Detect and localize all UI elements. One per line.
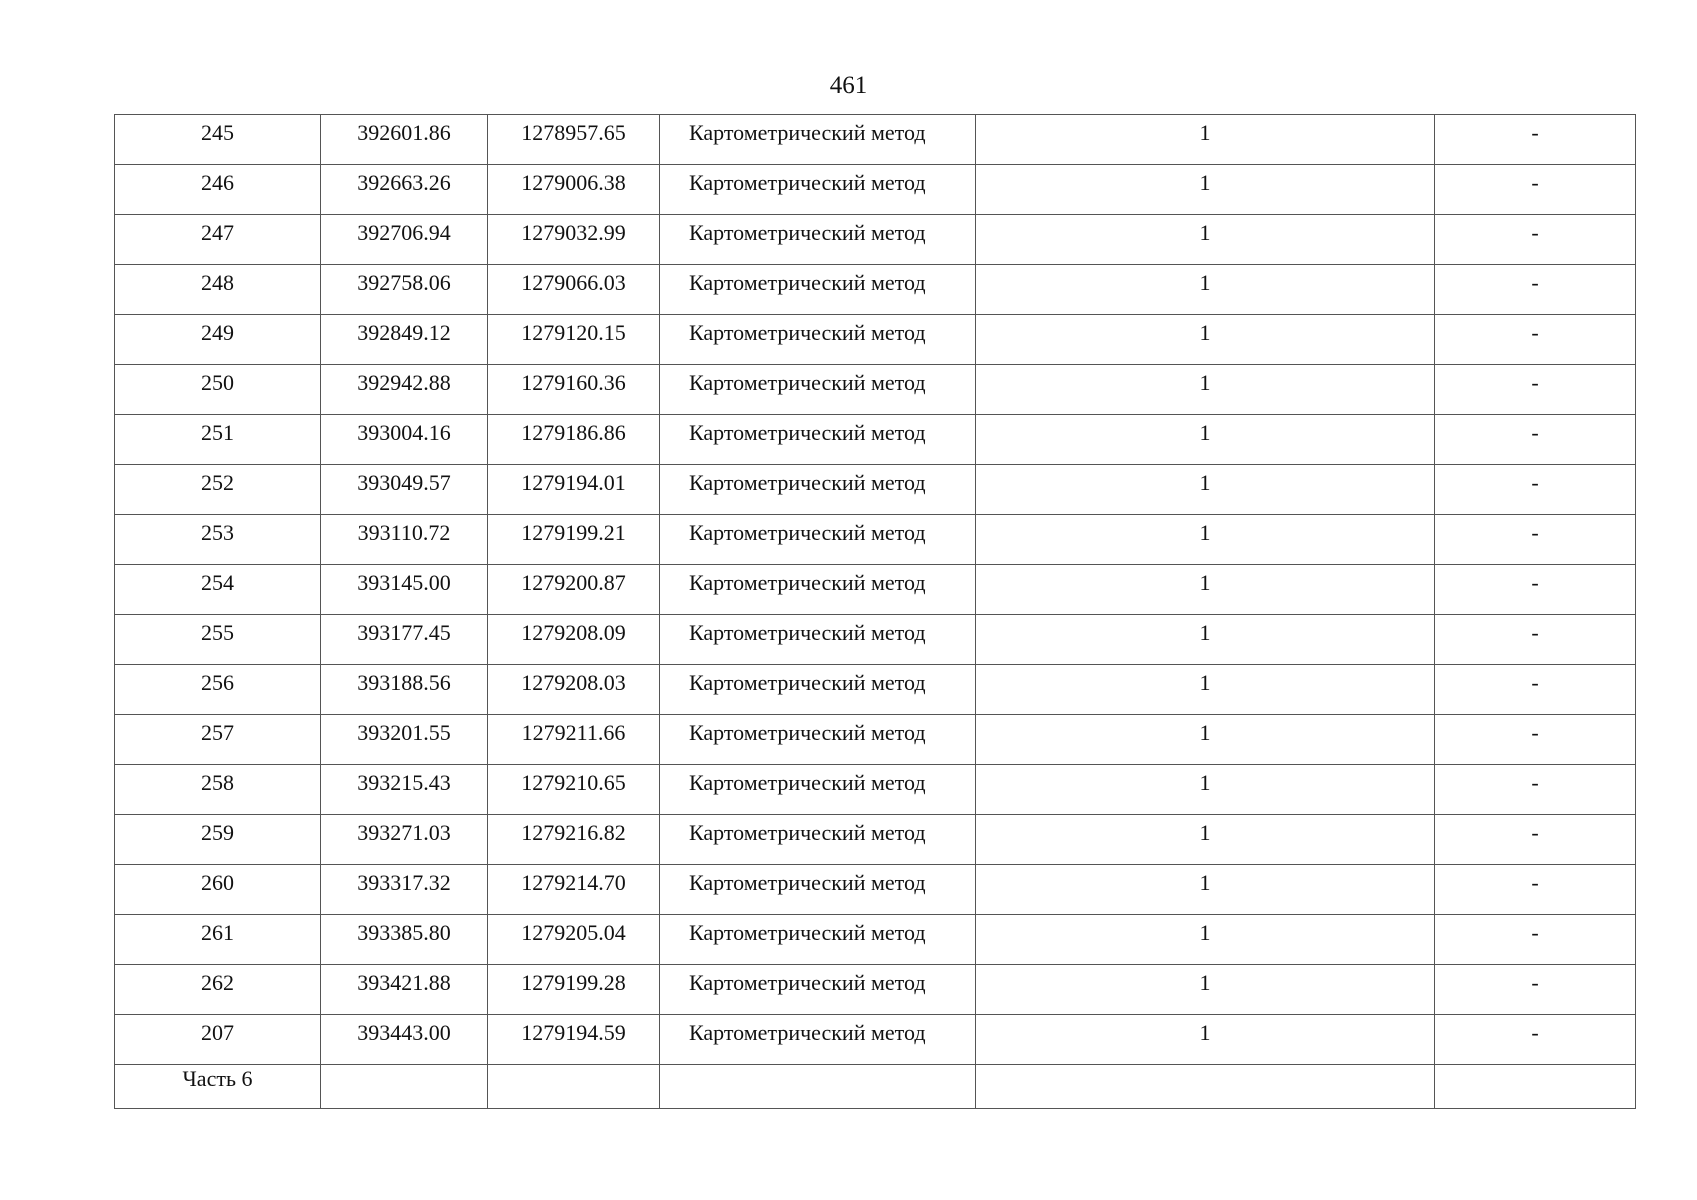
point-number-cell: 207: [115, 1015, 321, 1065]
note-cell: -: [1435, 665, 1636, 715]
accuracy-cell: 1: [976, 365, 1435, 415]
x-coordinate-cell: 393049.57: [321, 465, 488, 515]
empty-cell: [1435, 1065, 1636, 1109]
method-cell: Картометрический метод: [660, 215, 976, 265]
table-row: [115, 315, 1636, 365]
note-cell: -: [1435, 115, 1636, 165]
x-coordinate-cell: 393421.88: [321, 965, 488, 1015]
method-cell: Картометрический метод: [660, 615, 976, 665]
accuracy-cell: 1: [976, 215, 1435, 265]
accuracy-cell: 1: [976, 765, 1435, 815]
table-row: [115, 915, 1636, 965]
x-coordinate-cell: 393188.56: [321, 665, 488, 715]
method-cell: Картометрический метод: [660, 565, 976, 615]
method-cell: Картометрический метод: [660, 1015, 976, 1065]
empty-cell: [488, 1065, 660, 1109]
method-cell: Картометрический метод: [660, 165, 976, 215]
x-coordinate-cell: 393215.43: [321, 765, 488, 815]
point-number-cell: 245: [115, 115, 321, 165]
x-coordinate-cell: 393443.00: [321, 1015, 488, 1065]
point-number-cell: 254: [115, 565, 321, 615]
method-cell: Картометрический метод: [660, 965, 976, 1015]
y-coordinate-cell: 1279208.03: [488, 665, 660, 715]
method-cell: Картометрический метод: [660, 115, 976, 165]
y-coordinate-cell: 1279186.86: [488, 415, 660, 465]
table-row: [115, 515, 1636, 565]
method-cell: Картометрический метод: [660, 415, 976, 465]
note-cell: -: [1435, 915, 1636, 965]
x-coordinate-cell: 393110.72: [321, 515, 488, 565]
y-coordinate-cell: 1279211.66: [488, 715, 660, 765]
y-coordinate-cell: 1278957.65: [488, 115, 660, 165]
method-cell: Картометрический метод: [660, 265, 976, 315]
coordinates-table: [114, 114, 1636, 1109]
y-coordinate-cell: 1279199.28: [488, 965, 660, 1015]
accuracy-cell: 1: [976, 965, 1435, 1015]
note-cell: -: [1435, 815, 1636, 865]
y-coordinate-cell: 1279200.87: [488, 565, 660, 615]
note-cell: -: [1435, 415, 1636, 465]
point-number-cell: 259: [115, 815, 321, 865]
y-coordinate-cell: 1279120.15: [488, 315, 660, 365]
accuracy-cell: 1: [976, 865, 1435, 915]
point-number-cell: 262: [115, 965, 321, 1015]
y-coordinate-cell: 1279199.21: [488, 515, 660, 565]
point-number-cell: 249: [115, 315, 321, 365]
empty-cell: [660, 1065, 976, 1109]
accuracy-cell: 1: [976, 665, 1435, 715]
accuracy-cell: 1: [976, 565, 1435, 615]
x-coordinate-cell: 392601.86: [321, 115, 488, 165]
x-coordinate-cell: 393201.55: [321, 715, 488, 765]
accuracy-cell: 1: [976, 465, 1435, 515]
note-cell: -: [1435, 715, 1636, 765]
note-cell: -: [1435, 265, 1636, 315]
point-number-cell: 261: [115, 915, 321, 965]
note-cell: -: [1435, 165, 1636, 215]
point-number-cell: 257: [115, 715, 321, 765]
point-number-cell: 255: [115, 615, 321, 665]
accuracy-cell: 1: [976, 815, 1435, 865]
table-row: [115, 965, 1636, 1015]
note-cell: -: [1435, 1015, 1636, 1065]
table-row: [115, 565, 1636, 615]
x-coordinate-cell: 393271.03: [321, 815, 488, 865]
note-cell: -: [1435, 765, 1636, 815]
y-coordinate-cell: 1279160.36: [488, 365, 660, 415]
point-number-cell: 260: [115, 865, 321, 915]
table-row: [115, 465, 1636, 515]
y-coordinate-cell: 1279214.70: [488, 865, 660, 915]
x-coordinate-cell: 393317.32: [321, 865, 488, 915]
point-number-cell: 250: [115, 365, 321, 415]
accuracy-cell: 1: [976, 1015, 1435, 1065]
y-coordinate-cell: 1279208.09: [488, 615, 660, 665]
point-number-cell: 251: [115, 415, 321, 465]
y-coordinate-cell: 1279006.38: [488, 165, 660, 215]
point-number-cell: 258: [115, 765, 321, 815]
accuracy-cell: 1: [976, 165, 1435, 215]
note-cell: -: [1435, 565, 1636, 615]
note-cell: -: [1435, 365, 1636, 415]
table-row: [115, 815, 1636, 865]
y-coordinate-cell: 1279216.82: [488, 815, 660, 865]
accuracy-cell: 1: [976, 415, 1435, 465]
accuracy-cell: 1: [976, 915, 1435, 965]
method-cell: Картометрический метод: [660, 765, 976, 815]
accuracy-cell: 1: [976, 265, 1435, 315]
x-coordinate-cell: 392706.94: [321, 215, 488, 265]
x-coordinate-cell: 392849.12: [321, 315, 488, 365]
note-cell: -: [1435, 315, 1636, 365]
x-coordinate-cell: 393177.45: [321, 615, 488, 665]
point-number-cell: 246: [115, 165, 321, 215]
y-coordinate-cell: 1279205.04: [488, 915, 660, 965]
accuracy-cell: 1: [976, 115, 1435, 165]
x-coordinate-cell: 392758.06: [321, 265, 488, 315]
method-cell: Картометрический метод: [660, 715, 976, 765]
method-cell: Картометрический метод: [660, 465, 976, 515]
x-coordinate-cell: 393385.80: [321, 915, 488, 965]
y-coordinate-cell: 1279066.03: [488, 265, 660, 315]
method-cell: Картометрический метод: [660, 915, 976, 965]
table-row: [115, 665, 1636, 715]
table-row: [115, 765, 1636, 815]
table-row: [115, 265, 1636, 315]
point-number-cell: 247: [115, 215, 321, 265]
x-coordinate-cell: 392942.88: [321, 365, 488, 415]
x-coordinate-cell: 392663.26: [321, 165, 488, 215]
method-cell: Картометрический метод: [660, 315, 976, 365]
table-row: [115, 215, 1636, 265]
empty-cell: [976, 1065, 1435, 1109]
table-footer-row: [115, 1065, 1636, 1109]
table-row: [115, 865, 1636, 915]
table-row: [115, 1015, 1636, 1065]
note-cell: -: [1435, 865, 1636, 915]
method-cell: Картометрический метод: [660, 515, 976, 565]
accuracy-cell: 1: [976, 315, 1435, 365]
table-row: [115, 365, 1636, 415]
note-cell: -: [1435, 965, 1636, 1015]
y-coordinate-cell: 1279194.59: [488, 1015, 660, 1065]
method-cell: Картометрический метод: [660, 815, 976, 865]
method-cell: Картометрический метод: [660, 365, 976, 415]
y-coordinate-cell: 1279210.65: [488, 765, 660, 815]
point-number-cell: 252: [115, 465, 321, 515]
table-row: [115, 115, 1636, 165]
method-cell: Картометрический метод: [660, 865, 976, 915]
note-cell: -: [1435, 615, 1636, 665]
accuracy-cell: 1: [976, 715, 1435, 765]
point-number-cell: 253: [115, 515, 321, 565]
x-coordinate-cell: 393004.16: [321, 415, 488, 465]
page-number: 461: [829, 72, 868, 99]
table-row: [115, 615, 1636, 665]
note-cell: -: [1435, 515, 1636, 565]
accuracy-cell: 1: [976, 615, 1435, 665]
table-row: [115, 165, 1636, 215]
point-number-cell: 256: [115, 665, 321, 715]
empty-cell: [321, 1065, 488, 1109]
table-row: [115, 715, 1636, 765]
note-cell: -: [1435, 465, 1636, 515]
accuracy-cell: 1: [976, 515, 1435, 565]
section-label-cell: Часть 6: [115, 1065, 321, 1109]
point-number-cell: 248: [115, 265, 321, 315]
method-cell: Картометрический метод: [660, 665, 976, 715]
table-row: [115, 415, 1636, 465]
coordinates-table-body: [115, 115, 1636, 1109]
note-cell: -: [1435, 215, 1636, 265]
x-coordinate-cell: 393145.00: [321, 565, 488, 615]
y-coordinate-cell: 1279032.99: [488, 215, 660, 265]
y-coordinate-cell: 1279194.01: [488, 465, 660, 515]
